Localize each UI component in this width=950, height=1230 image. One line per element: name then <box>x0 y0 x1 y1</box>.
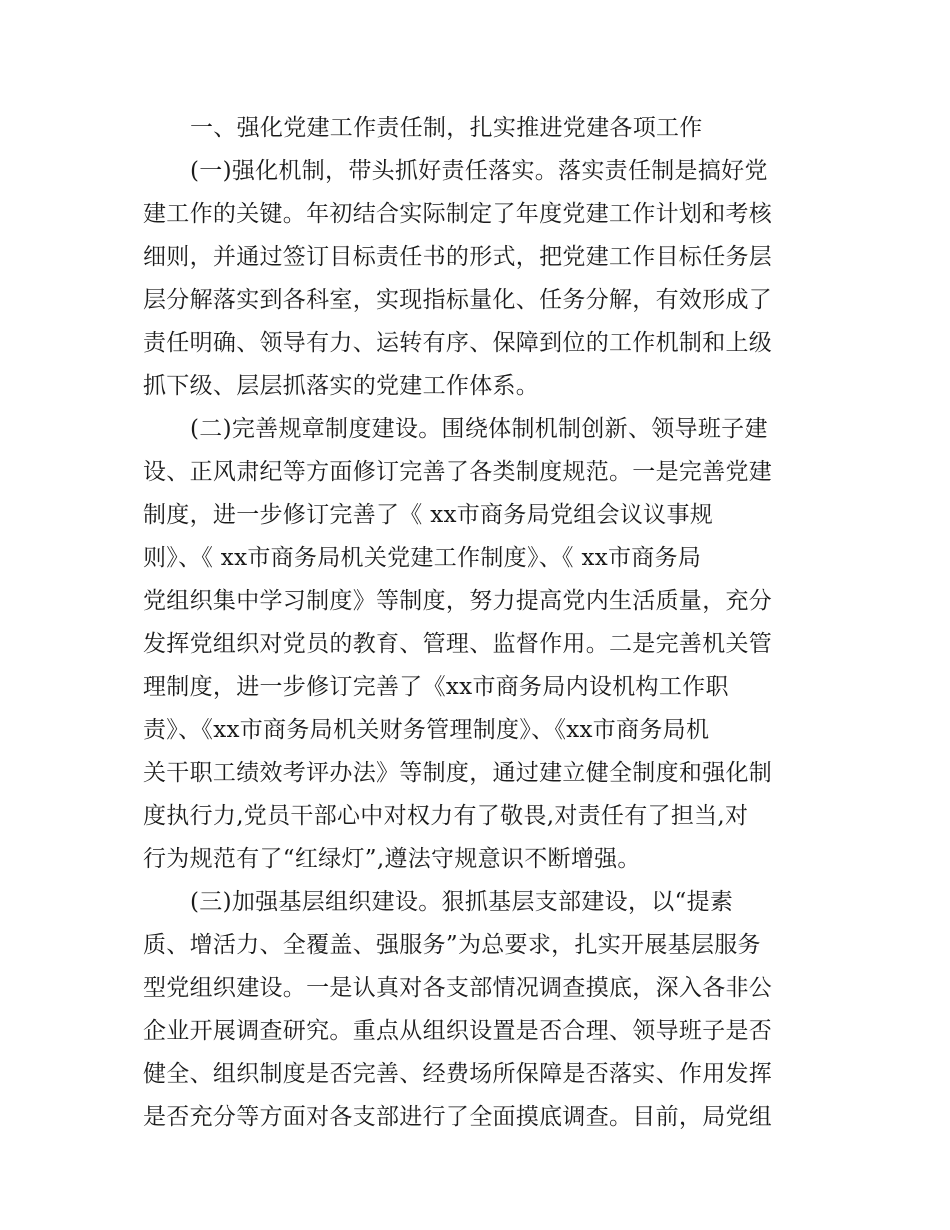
paragraph-line: 细则，并通过签订目标责任书的形式，把党建工作目标任务层 <box>143 244 773 270</box>
paragraph-line: 设、正风肃纪等方面修订完善了各类制度规范。一是完善党建 <box>143 459 773 485</box>
paragraph-line: (二)完善规章制度建设。围绕体制机制创新、领导班子建 <box>190 416 768 442</box>
paragraph-line: 度执行力,党员干部心中对权力有了敬畏,对责任有了担当,对 <box>143 803 749 829</box>
paragraph-line: 关干职工绩效考评办法》等制度，通过建立健全制度和强化制 <box>143 760 773 786</box>
paragraph-line: 则》、《 xx市商务局机关党建工作制度》、《 xx市商务局 <box>143 545 702 571</box>
paragraph-line: 企业开展调查研究。重点从组织设置是否合理、领导班子是否 <box>143 1018 773 1044</box>
paragraph-line: 健全、组织制度是否完善、经费场所保障是否落实、作用发挥 <box>143 1061 773 1087</box>
paragraph-line: 型党组织建设。一是认真对各支部情况调查摸底，深入各非公 <box>143 975 773 1001</box>
paragraph-line: 是否充分等方面对各支部进行了全面摸底调查。目前，局党组 <box>143 1104 773 1130</box>
paragraph-line: 制度，进一步修订完善了《 xx市商务局党组会议议事规 <box>143 502 714 528</box>
paragraph-line: 抓下级、层层抓落实的党建工作体系。 <box>143 373 540 399</box>
paragraph-line: 理制度，进一步修订完善了《xx市商务局内设机构工作职 <box>143 674 729 700</box>
paragraph-line: 党组织集中学习制度》等制度，努力提高党内生活质量，充分 <box>143 588 773 614</box>
paragraph-line: (三)加强基层组织建设。狠抓基层支部建设，以“提素 <box>190 889 734 915</box>
paragraph-line: (一)强化机制，带头抓好责任落实。落实责任制是搞好党 <box>190 158 768 184</box>
section-heading: 一、强化党建工作责任制，扎实推进党建各项工作 <box>190 115 703 141</box>
paragraph-line: 责任明确、领导有力、运转有序、保障到位的工作机制和上级 <box>143 330 773 356</box>
paragraph-line: 行为规范有了“红绿灯”,遵法守规意识不断增强。 <box>143 846 641 872</box>
paragraph-line: 建工作的关键。年初结合实际制定了年度党建工作计划和考核 <box>143 201 773 227</box>
paragraph-line: 发挥党组织对党员的教育、管理、监督作用。二是完善机关管 <box>143 631 773 657</box>
paragraph-line: 责》、《xx市商务局机关财务管理制度》、《xx市商务局机 <box>143 717 710 743</box>
paragraph-line: 质、增活力、全覆盖、强服务”为总要求，扎实开展基层服务 <box>143 932 761 958</box>
paragraph-line: 层分解落实到各科室，实现指标量化、任务分解，有效形成了 <box>143 287 773 313</box>
